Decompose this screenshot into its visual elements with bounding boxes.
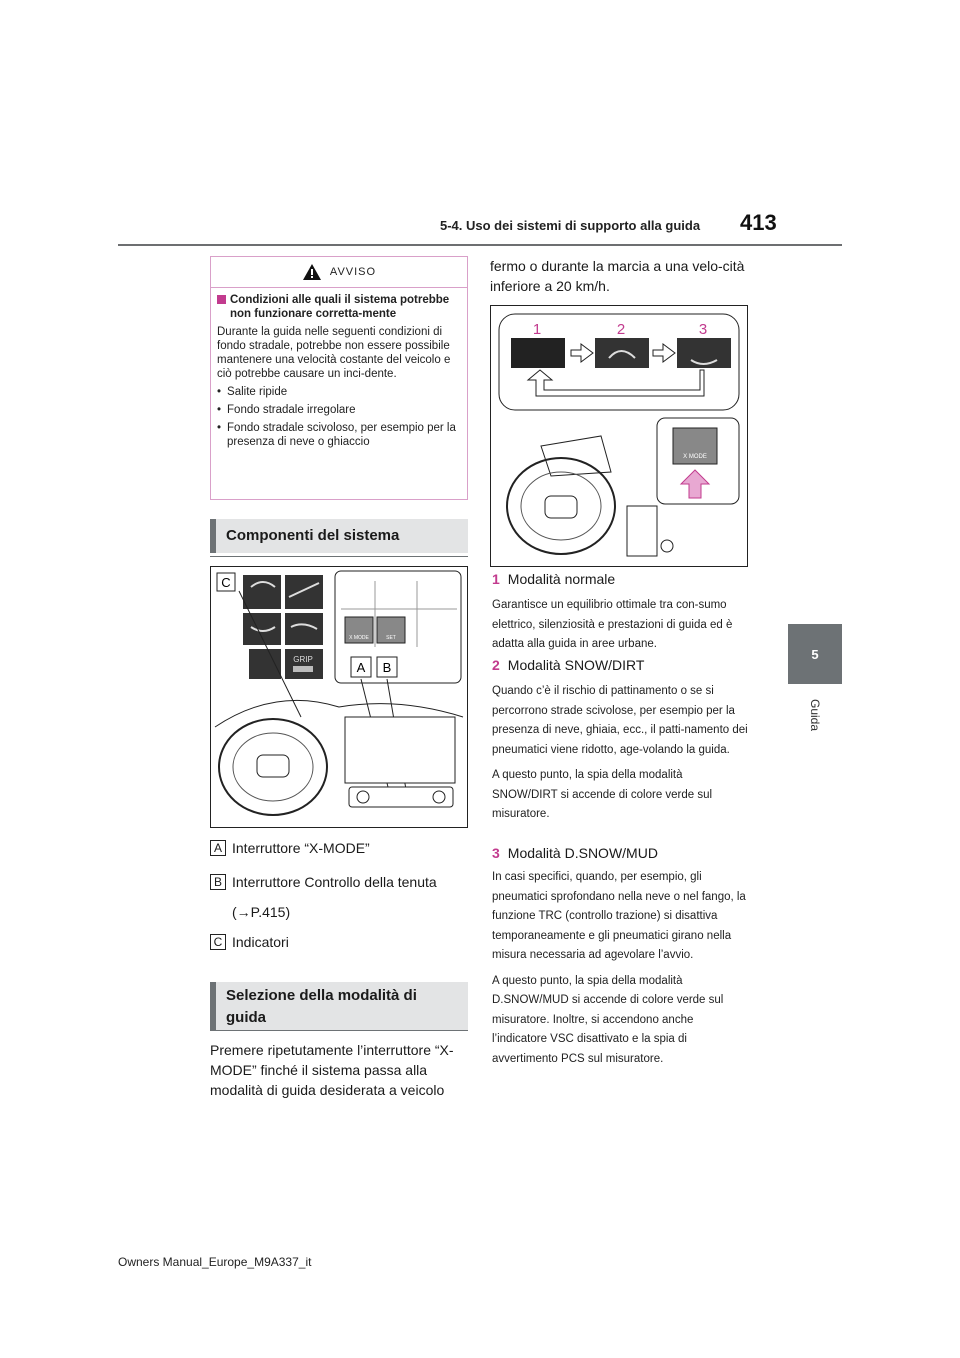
warning-text: Durante la guida nelle seguenti condizioni di fondo stradale, potrebbe non essere possibile mantenere una velocità costante del veicolo e ciò potrebbe causare un inci-dente. bbox=[217, 326, 451, 380]
list-item bbox=[217, 403, 461, 417]
set-switch-label: SET bbox=[386, 635, 396, 641]
mode-number: 2 bbox=[492, 657, 500, 673]
grip-label: GRIP bbox=[293, 655, 313, 664]
chapter-label-text: Guida bbox=[808, 698, 822, 732]
mode-paragraph: A questo punto, la spia della modalità SNOW/DIRT si accende di colore verde sul misuratore. bbox=[492, 769, 713, 820]
mode-title: Modalità SNOW/DIRT bbox=[507, 657, 645, 673]
section-title: 5-4. Uso dei sistemi di supporto alla guida bbox=[440, 218, 701, 233]
component-text-c: Indicatori bbox=[232, 934, 289, 950]
mode-heading-snow-dirt bbox=[492, 657, 644, 673]
mode-selection-illustration bbox=[490, 305, 748, 567]
warning-label: AVVISO bbox=[329, 266, 377, 278]
section-rule bbox=[210, 1030, 468, 1031]
mode-paragraph: Quando c’è il rischio di pattinamento o se si percorrono strade scivolose, per esempio per la presenza di neve, ghiaia, ecc., il patti-namento dei pneumatici viene ridotto, age-volando la guida. bbox=[492, 685, 748, 756]
page-number: 413 bbox=[740, 210, 777, 235]
bullet-icon: • bbox=[217, 422, 222, 434]
mode-description-dsnow-mud bbox=[492, 868, 750, 1069]
dashboard-components-drawing bbox=[211, 567, 467, 827]
intro-paragraph-left: Premere ripetutamente l’interruttore “X-MODE” finché il sistema passa alla modalità di guida desiderata a veicolo bbox=[210, 1042, 454, 1098]
component-text-b: Interruttore Controllo della tenuta bbox=[232, 874, 437, 890]
mode-title: Modalità normale bbox=[507, 571, 616, 587]
bullet-icon: • bbox=[217, 386, 222, 398]
label-b: B bbox=[382, 660, 392, 675]
component-row-c bbox=[210, 934, 289, 950]
mode-number-3: 3 bbox=[698, 321, 708, 338]
mode-paragraph: Garantisce un equilibrio ottimale tra con-sumo elettrico, silenziosità e prestazioni di guida ed è adatta alla guida in aree urbane. bbox=[492, 599, 733, 650]
xmode-switch-label: X MODE bbox=[683, 454, 707, 460]
mode-number-1: 1 bbox=[532, 321, 542, 338]
footer-doc-id: Owners Manual_Europe_M9A337_it bbox=[118, 1255, 312, 1269]
square-bullet-icon bbox=[217, 295, 226, 304]
component-letter-c: C bbox=[210, 934, 226, 950]
warning-item-1: Salite ripide bbox=[227, 386, 288, 398]
section-heading-mode-selection: Selezione della modalità di guida bbox=[210, 982, 468, 1030]
chapter-label bbox=[788, 690, 842, 740]
component-row-a bbox=[210, 840, 370, 856]
mode-paragraph: A questo punto, la spia della modalità D.SNOW/MUD si accende di colore verde sul misuratore. Inoltre, si accendono anche l’indicatore VSC disattivato e la spia di avvertimento PCS sul misuratore. bbox=[492, 974, 724, 1065]
mode-paragraph: In casi specifici, quando, per esempio, gli pneumatici sprofondano nella neve o nel fango, la funzione TRC (controllo trazione) si disattiva temporaneamente e gli pneumatici girano nella misura necessaria ad agevolare l’avvio. bbox=[492, 871, 746, 961]
label-c: C bbox=[221, 575, 231, 590]
component-row-b bbox=[210, 874, 437, 890]
label-a: A bbox=[356, 660, 366, 675]
section-heading-components: Componenti del sistema bbox=[210, 519, 468, 553]
header-rule bbox=[118, 244, 842, 246]
mode-number: 1 bbox=[492, 571, 500, 587]
mode-heading-dsnow-mud bbox=[492, 845, 658, 861]
mode-cycle-drawing bbox=[491, 306, 747, 566]
warning-header bbox=[211, 257, 467, 288]
mode-title: Modalità D.SNOW/MUD bbox=[507, 845, 658, 861]
list-item bbox=[217, 421, 461, 449]
mode-number: 3 bbox=[492, 845, 500, 861]
xmode-switch-label: X MODE bbox=[349, 635, 369, 641]
bullet-icon: • bbox=[217, 404, 222, 416]
page-reference-link[interactable]: (→P.415) bbox=[232, 904, 291, 920]
section-rule bbox=[210, 556, 468, 557]
component-letter-a: A bbox=[210, 840, 226, 856]
warning-title-row bbox=[217, 293, 461, 321]
warning-item-2: Fondo stradale irregolare bbox=[227, 404, 356, 416]
warning-triangle-icon bbox=[302, 263, 322, 281]
mode-heading-normal bbox=[492, 571, 615, 587]
warning-list bbox=[217, 385, 461, 449]
list-item bbox=[217, 385, 461, 399]
mode-description-snow-dirt bbox=[492, 682, 750, 825]
warning-box bbox=[210, 256, 468, 500]
component-text-a: Interruttore “X-MODE” bbox=[232, 840, 370, 856]
components-illustration bbox=[210, 566, 468, 828]
warning-title: Condizioni alle quali il sistema potrebbe non funzionare corretta-mente bbox=[230, 294, 450, 320]
warning-body bbox=[217, 293, 461, 449]
mode-description-normal bbox=[492, 596, 750, 655]
mode-number-2: 2 bbox=[616, 321, 626, 338]
warning-item-3: Fondo stradale scivoloso, per esempio per la presenza di neve o ghiaccio bbox=[227, 422, 456, 448]
chapter-tab: 5 bbox=[788, 624, 842, 684]
component-letter-b: B bbox=[210, 874, 226, 890]
intro-paragraph-right: fermo o durante la marcia a una velo-cità inferiore a 20 km/h. bbox=[490, 258, 745, 294]
